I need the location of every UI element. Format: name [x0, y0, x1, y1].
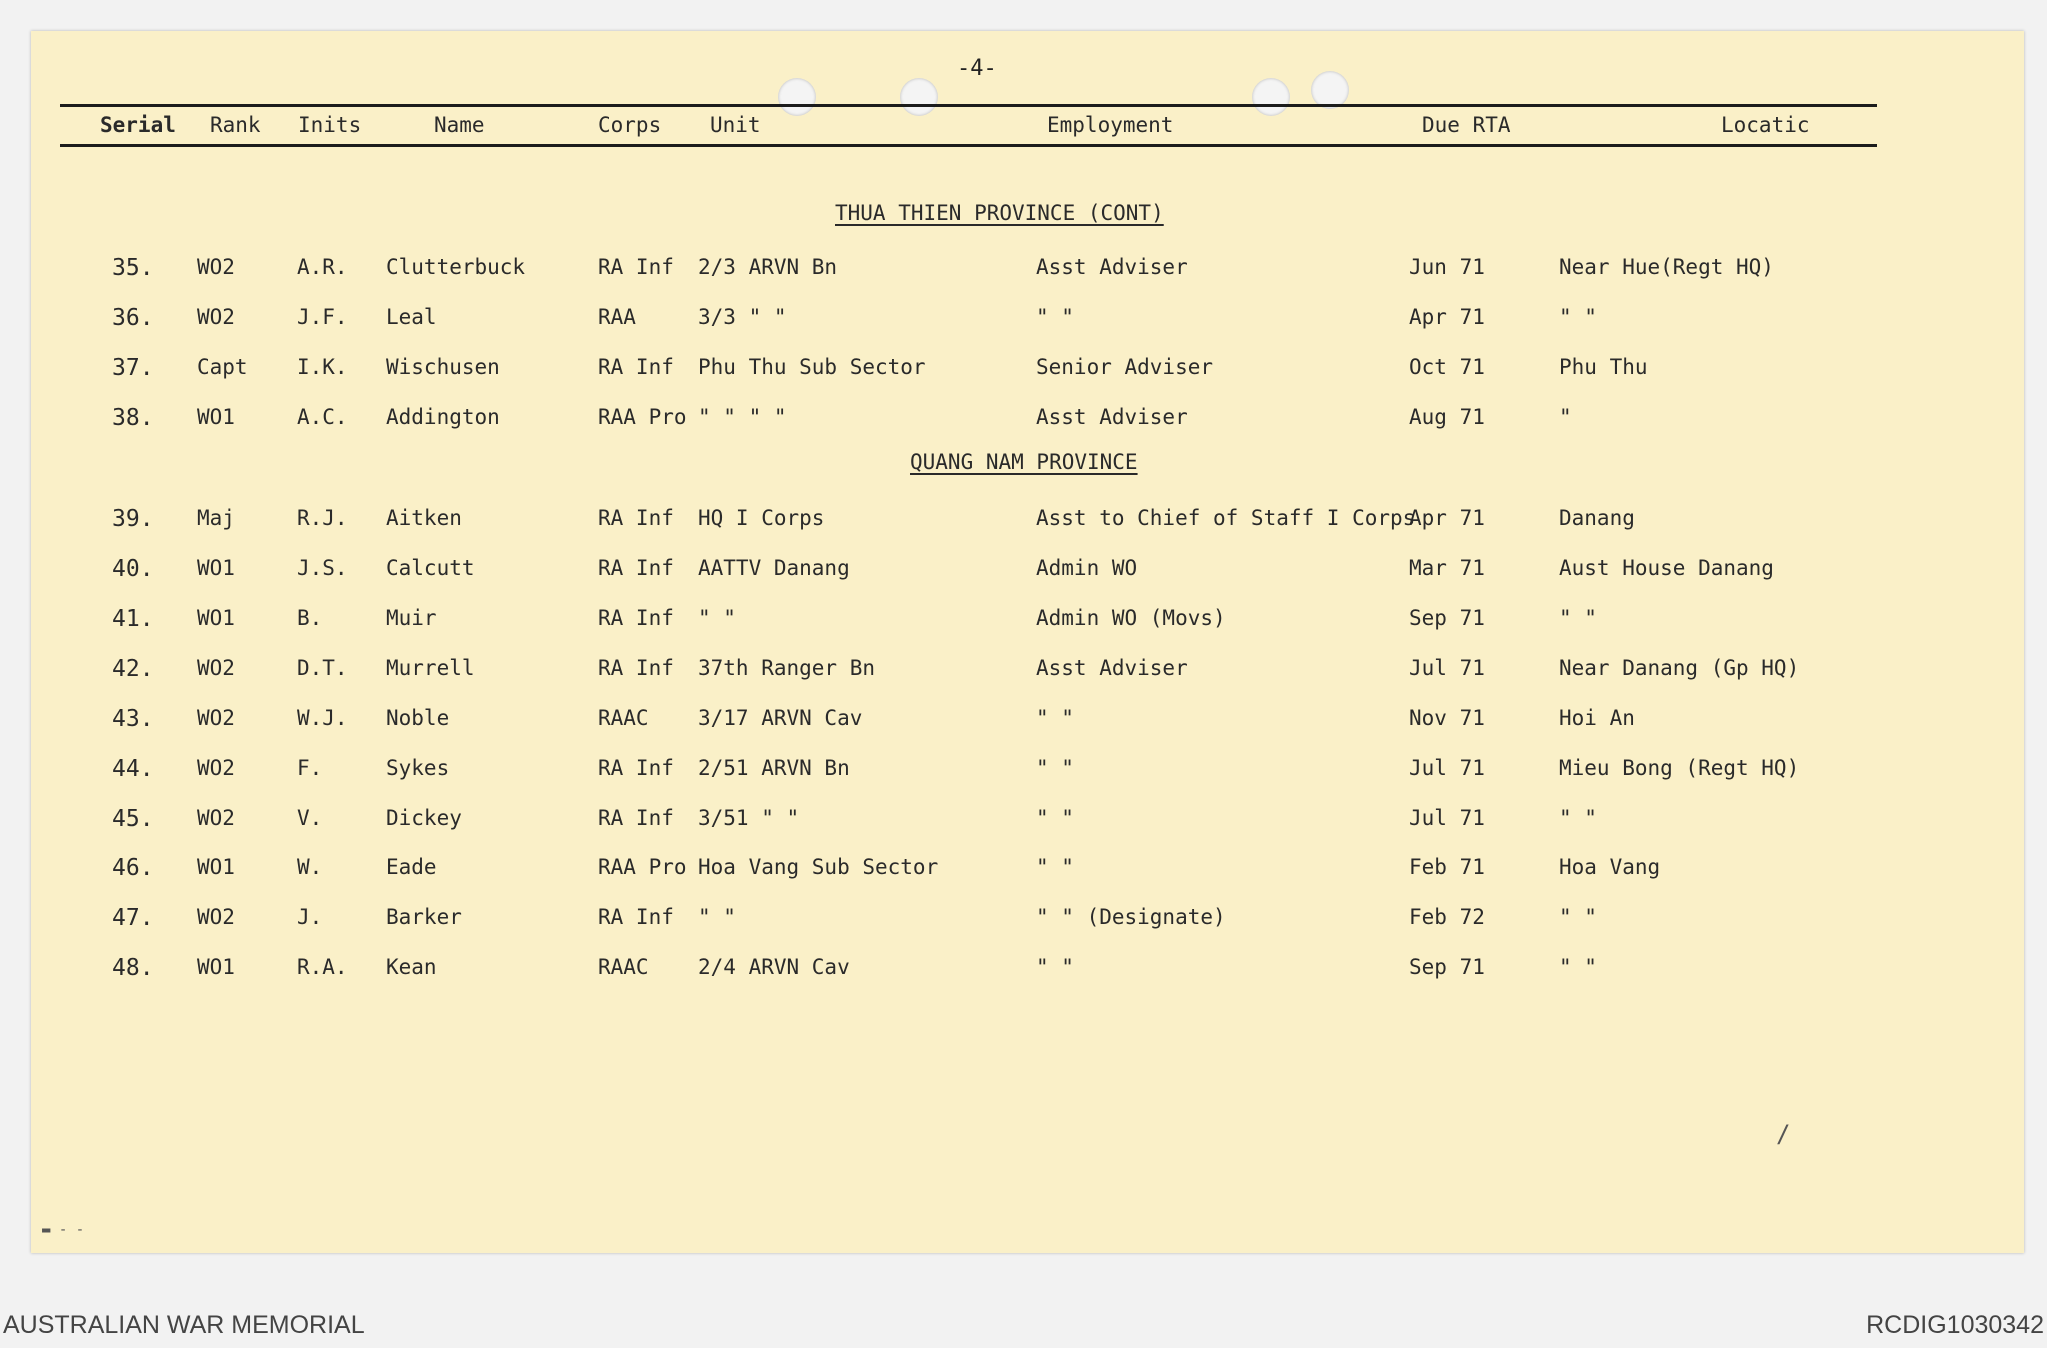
cell-unit: 3/3 " "	[698, 305, 787, 329]
cell-name: Aitken	[386, 506, 462, 530]
table-row	[0, 305, 2047, 335]
page-number: -4-	[957, 56, 997, 81]
cell-rank: WO1	[197, 556, 235, 580]
table-row	[0, 806, 2047, 836]
cell-employment: Senior Adviser	[1036, 355, 1214, 379]
punch-hole	[900, 78, 938, 116]
cell-corps: RAAC	[598, 706, 649, 730]
cell-name: Wischusen	[386, 355, 500, 379]
header-location: Locatic	[1721, 113, 1810, 137]
cell-serial: 39.	[112, 506, 154, 532]
cell-unit: " "	[698, 905, 736, 929]
header-rule-bottom	[60, 144, 1877, 147]
cell-inits: W.	[297, 855, 323, 879]
table-row	[0, 855, 2047, 885]
cell-due-rta: Aug 71	[1409, 405, 1485, 429]
cell-location: " "	[1559, 606, 1597, 630]
cell-corps: RA Inf	[598, 355, 674, 379]
cell-unit: 2/4 ARVN Cav	[698, 955, 850, 979]
header-rule-top	[60, 104, 1877, 107]
cell-rank: WO2	[197, 305, 235, 329]
cell-serial: 42.	[112, 656, 154, 682]
cell-due-rta: Sep 71	[1409, 606, 1485, 630]
cell-employment: Admin WO	[1036, 556, 1138, 580]
cell-rank: WO2	[197, 756, 235, 780]
header-name: Name	[434, 113, 485, 137]
cell-location: Mieu Bong (Regt HQ)	[1559, 756, 1800, 780]
table-row	[0, 905, 2047, 935]
cell-corps: RAA Pro	[598, 405, 687, 429]
cell-name: Eade	[386, 855, 437, 879]
cell-location: " "	[1559, 305, 1597, 329]
cell-name: Barker	[386, 905, 462, 929]
cell-unit: Hoa Vang Sub Sector	[698, 855, 939, 879]
cell-location: Danang	[1559, 506, 1635, 530]
cell-due-rta: Jun 71	[1409, 255, 1485, 279]
cell-serial: 41.	[112, 606, 154, 632]
cell-employment: " "	[1036, 756, 1074, 780]
cell-rank: Maj	[197, 506, 235, 530]
cell-due-rta: Sep 71	[1409, 955, 1485, 979]
cell-employment: Asst to Chief of Staff I Corps	[1036, 506, 1416, 530]
cell-inits: J.S.	[297, 556, 348, 580]
cell-inits: R.A.	[297, 955, 348, 979]
cell-rank: WO2	[197, 905, 235, 929]
cell-due-rta: Feb 71	[1409, 855, 1485, 879]
cell-location: Near Hue(Regt HQ)	[1559, 255, 1774, 279]
cell-serial: 35.	[112, 255, 154, 281]
edge-mark: ▬ ‐ ‐	[42, 1222, 85, 1238]
cell-unit: 37th Ranger Bn	[698, 656, 876, 680]
cell-location: Hoa Vang	[1559, 855, 1661, 879]
cell-unit: Phu Thu Sub Sector	[698, 355, 926, 379]
cell-unit: " " " "	[698, 405, 787, 429]
cell-inits: F.	[297, 756, 323, 780]
header-due-rta: Due RTA	[1422, 113, 1511, 137]
cell-name: Addington	[386, 405, 500, 429]
cell-employment: " "	[1036, 806, 1074, 830]
cell-corps: RA Inf	[598, 506, 674, 530]
cell-due-rta: Apr 71	[1409, 506, 1485, 530]
cell-due-rta: Jul 71	[1409, 756, 1485, 780]
header-unit: Unit	[710, 113, 761, 137]
cell-serial: 45.	[112, 806, 154, 832]
cell-due-rta: Apr 71	[1409, 305, 1485, 329]
cell-employment: " " (Designate)	[1036, 905, 1226, 929]
cell-due-rta: Jul 71	[1409, 806, 1485, 830]
footer-institution: AUSTRALIAN WAR MEMORIAL	[3, 1311, 365, 1339]
header-inits: Inits	[298, 113, 362, 137]
cell-serial: 43.	[112, 706, 154, 732]
cell-inits: R.J.	[297, 506, 348, 530]
cell-rank: WO2	[197, 656, 235, 680]
cell-serial: 46.	[112, 855, 154, 881]
cell-corps: RA Inf	[598, 255, 674, 279]
cell-name: Clutterbuck	[386, 255, 526, 279]
cell-inits: W.J.	[297, 706, 348, 730]
table-row	[0, 955, 2047, 985]
cell-location: Aust House Danang	[1559, 556, 1774, 580]
cell-rank: WO1	[197, 955, 235, 979]
cell-rank: WO1	[197, 606, 235, 630]
cell-employment: " "	[1036, 706, 1074, 730]
cell-corps: RA Inf	[598, 656, 674, 680]
cell-corps: RAA	[598, 305, 636, 329]
table-row	[0, 506, 2047, 536]
corner-mark: /	[1776, 1120, 1791, 1148]
cell-name: Noble	[386, 706, 450, 730]
cell-corps: RA Inf	[598, 806, 674, 830]
cell-due-rta: Nov 71	[1409, 706, 1485, 730]
table-row	[0, 756, 2047, 786]
cell-serial: 36.	[112, 305, 154, 331]
cell-due-rta: Jul 71	[1409, 656, 1485, 680]
cell-employment: " "	[1036, 855, 1074, 879]
table-row	[0, 405, 2047, 435]
header-corps: Corps	[598, 113, 662, 137]
cell-rank: WO2	[197, 706, 235, 730]
cell-location: Phu Thu	[1559, 355, 1648, 379]
cell-unit: AATTV Danang	[698, 556, 850, 580]
cell-unit: 3/51 " "	[698, 806, 800, 830]
cell-serial: 37.	[112, 355, 154, 381]
cell-name: Murrell	[386, 656, 475, 680]
cell-unit: 2/51 ARVN Bn	[698, 756, 850, 780]
header-employment: Employment	[1047, 113, 1174, 137]
header-serial: Serial	[100, 113, 176, 137]
cell-inits: V.	[297, 806, 323, 830]
cell-employment: " "	[1036, 955, 1074, 979]
cell-rank: WO1	[197, 405, 235, 429]
cell-location: Near Danang (Gp HQ)	[1559, 656, 1800, 680]
cell-rank: WO2	[197, 806, 235, 830]
table-row	[0, 556, 2047, 586]
cell-serial: 38.	[112, 405, 154, 431]
cell-corps: RA Inf	[598, 556, 674, 580]
table-row	[0, 606, 2047, 636]
cell-corps: RA Inf	[598, 756, 674, 780]
punch-hole	[778, 78, 816, 116]
cell-corps: RA Inf	[598, 905, 674, 929]
cell-rank: WO1	[197, 855, 235, 879]
cell-name: Calcutt	[386, 556, 475, 580]
cell-unit: 2/3 ARVN Bn	[698, 255, 838, 279]
cell-unit: " "	[698, 606, 736, 630]
cell-name: Kean	[386, 955, 437, 979]
cell-location: " "	[1559, 905, 1597, 929]
header-rank: Rank	[210, 113, 261, 137]
cell-unit: HQ I Corps	[698, 506, 825, 530]
cell-location: Hoi An	[1559, 706, 1635, 730]
footer-identifier: RCDIG1030342	[1866, 1311, 2044, 1339]
cell-unit: 3/17 ARVN Cav	[698, 706, 863, 730]
section-heading: THUA THIEN PROVINCE (CONT)	[835, 201, 1164, 225]
cell-inits: A.C.	[297, 405, 348, 429]
cell-employment: Asst Adviser	[1036, 656, 1188, 680]
table-row	[0, 255, 2047, 285]
cell-inits: A.R.	[297, 255, 348, 279]
cell-inits: D.T.	[297, 656, 348, 680]
section-heading: QUANG NAM PROVINCE	[910, 450, 1138, 474]
cell-due-rta: Oct 71	[1409, 355, 1485, 379]
cell-name: Sykes	[386, 756, 450, 780]
cell-due-rta: Mar 71	[1409, 556, 1485, 580]
table-row	[0, 706, 2047, 736]
cell-serial: 44.	[112, 756, 154, 782]
cell-inits: I.K.	[297, 355, 348, 379]
cell-name: Leal	[386, 305, 437, 329]
cell-employment: Asst Adviser	[1036, 255, 1188, 279]
cell-serial: 47.	[112, 905, 154, 931]
cell-name: Dickey	[386, 806, 462, 830]
punch-hole	[1252, 78, 1290, 116]
cell-serial: 40.	[112, 556, 154, 582]
cell-corps: RAAC	[598, 955, 649, 979]
cell-location: "	[1559, 405, 1572, 429]
cell-inits: B.	[297, 606, 323, 630]
table-row	[0, 656, 2047, 686]
cell-employment: Admin WO (Movs)	[1036, 606, 1226, 630]
table-row	[0, 355, 2047, 385]
cell-due-rta: Feb 72	[1409, 905, 1485, 929]
cell-employment: " "	[1036, 305, 1074, 329]
cell-corps: RA Inf	[598, 606, 674, 630]
cell-employment: Asst Adviser	[1036, 405, 1188, 429]
cell-name: Muir	[386, 606, 437, 630]
cell-inits: J.F.	[297, 305, 348, 329]
cell-rank: WO2	[197, 255, 235, 279]
cell-corps: RAA Pro	[598, 855, 687, 879]
cell-inits: J.	[297, 905, 323, 929]
cell-location: " "	[1559, 806, 1597, 830]
cell-location: " "	[1559, 955, 1597, 979]
cell-rank: Capt	[197, 355, 248, 379]
cell-serial: 48.	[112, 955, 154, 981]
